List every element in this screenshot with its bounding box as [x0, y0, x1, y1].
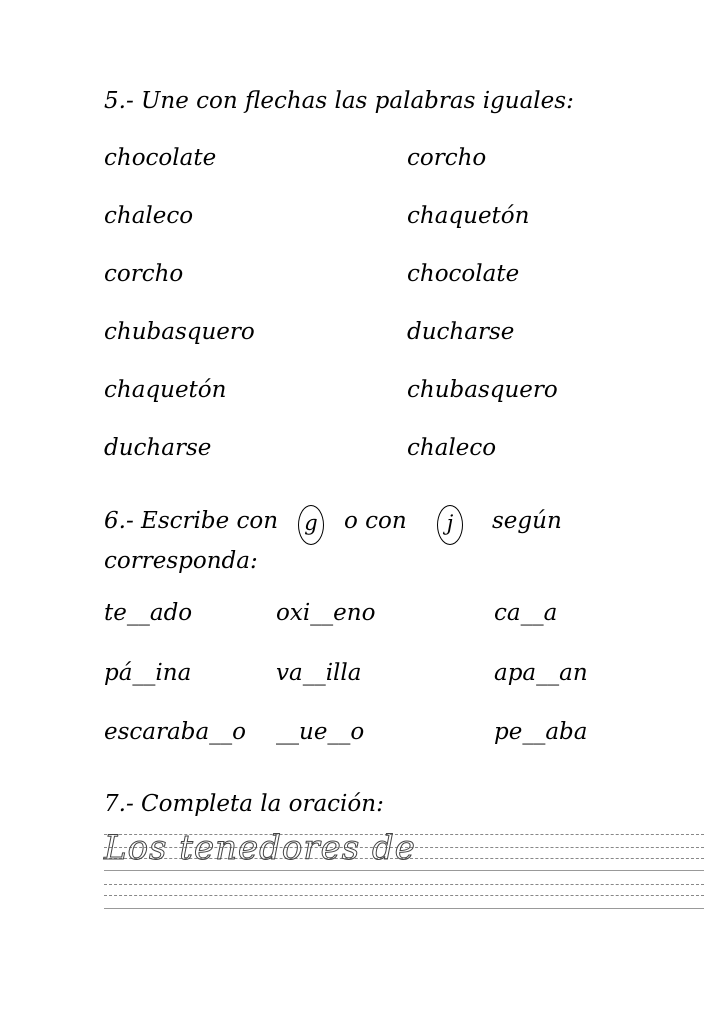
writing-guide-line: [104, 895, 704, 896]
fill-word-1-3: ca__a: [494, 600, 558, 626]
exercise-7-heading: 7.- Completa la oración:: [104, 791, 384, 817]
writing-guide-line: [104, 884, 704, 885]
left-word-1: chocolate: [104, 145, 217, 171]
right-word-5: chubasquero: [407, 377, 558, 403]
right-word-4: ducharse: [407, 319, 515, 345]
right-word-3: chocolate: [407, 261, 520, 287]
or-with-text: o con: [344, 508, 407, 534]
fill-word-3-2: __ue__o: [276, 719, 365, 745]
left-word-2: chaleco: [104, 203, 194, 229]
fill-word-3-3: pe__aba: [494, 719, 588, 745]
left-word-6: ducharse: [104, 435, 212, 461]
fill-word-3-1: escaraba__o: [104, 719, 246, 745]
fill-word-1-1: te__ado: [104, 600, 193, 626]
writing-base-line: [104, 908, 704, 909]
letter-g-circle: [298, 505, 324, 545]
left-word-4: chubasquero: [104, 319, 255, 345]
right-word-6: chaleco: [407, 435, 497, 461]
exercise-6-heading-end: corresponda:: [104, 548, 258, 574]
exercise-5-heading: 5.- Une con flechas las palabras iguales:: [104, 88, 574, 114]
letter-g: g: [304, 511, 318, 535]
fill-word-2-3: apa__an: [494, 660, 588, 686]
exercise-6-heading-start: 6.- Escribe con: [104, 508, 279, 534]
left-word-5: chaquetón: [104, 377, 227, 403]
right-word-2: chaquetón: [407, 203, 530, 229]
writing-base-line: [104, 870, 704, 871]
fill-word-1-2: oxi__eno: [276, 600, 376, 626]
letter-j-circle: [437, 505, 463, 545]
according-text: según: [492, 508, 562, 534]
letter-j: j: [446, 511, 454, 535]
fill-word-2-1: pá__ina: [104, 660, 192, 686]
fill-word-2-2: va__illa: [276, 660, 362, 686]
right-word-1: corcho: [407, 145, 487, 171]
left-word-3: corcho: [104, 261, 184, 287]
trace-sentence: Los tenedores de: [104, 828, 416, 868]
